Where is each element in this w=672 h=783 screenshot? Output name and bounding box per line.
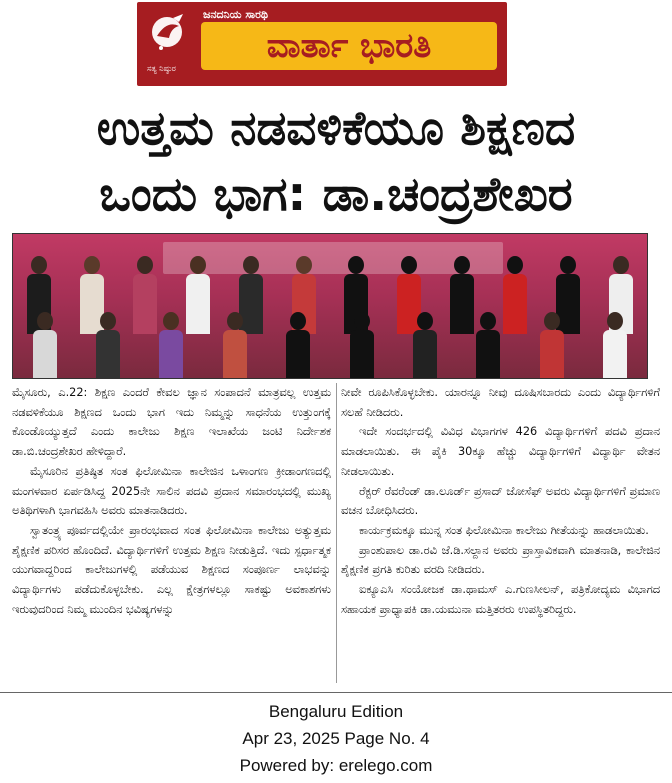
photo-front-row (13, 312, 647, 379)
article-paragraph: ಮೈಸೂರಿನ ಪ್ರತಿಷ್ಠಿತ ಸಂತ ಫಿಲೋಮಿನಾ ಕಾಲೇಜಿನ ಒಳಾಂಗಣ ಕ್ರೀಡಾಂಗಣದಲ್ಲಿ ಮಂಗಳವಾರ ಏರ್ಪಡಿಸಿದ್ದ 2025ನೇ ಸಾಲಿನ ಪದವಿ ಪ್ರದಾನ ಸಮಾರಂಭದಲ್ಲಿ ಮುಖ್ಯ ಅತಿಥಿಗಳಾಗಿ ಭಾಗವಹಿಸಿ ಅವರು ಮಾತನಾಡಿದರು. (12, 464, 331, 518)
masthead-title: ವಾರ್ತಾ ಭಾರತಿ (201, 22, 497, 70)
article-paragraph: ಇದೇ ಸಂದರ್ಭದಲ್ಲಿ ವಿವಿಧ ವಿಭಾಗಗಳ 426 ವಿದ್ಯಾರ್ಥಿಗಳಿಗೆ ಪದವಿ ಪ್ರದಾನ ಮಾಡಲಾಯಿತು. ಈ ಪೈಕಿ 30ಕ್ಕೂ ಹೆಚ್ಚು ವಿದ್ಯಾರ್ಥಿಗಳಿಗೆ ವಿದ್ಯಾರ್ಥಿ ವೇತನ ನೀಡಲಾಯಿತು. (341, 425, 660, 478)
article-column-right (341, 383, 660, 683)
article-paragraph: ಸ್ವಾತಂತ್ರ್ಯ ಪೂರ್ವದಲ್ಲಿಯೇ ಪ್ರಾರಂಭವಾದ ಸಂತ ಫಿಲೋಮಿನಾ ಕಾಲೇಜು ಅತ್ಯುತ್ತಮ ಶೈಕ್ಷಣಿಕ ಪರಿಸರ ಹೊಂದಿದೆ. ವಿದ್ಯಾರ್ಥಿಗಳಿಗೆ ಉತ್ತಮ ಶಿಕ್ಷಣ ನೀಡುತ್ತಿದೆ. ಇದು ಸ್ಪರ್ಧಾತ್ಮಕ ಯುಗವಾದ್ದರಿಂದ ಕಾಲೇಜುಗಳಲ್ಲಿ ಪಡೆಯುವ ಶಿಕ್ಷಣದ ಸಂಪೂರ್ಣ ಲಾಭವನ್ನು ವಿದ್ಯಾರ್ಥಿಗಳು ಪಡೆದುಕೊಳ್ಳಬೇಕು. ಎಲ್ಲ ಕ್ಷೇತ್ರಗಳಲ್ಲೂ ಸಾಕಷ್ಟು ಅವಕಾಶಗಳು ಇರುವುದರಿಂದ ನಿಮ್ಮ ಮುಂದಿನ ಭವಿಷ್ಯಗಳನ್ನು (12, 523, 331, 616)
article-body (12, 383, 660, 683)
headline (12, 96, 660, 228)
masthead-motto: ಸತ್ಯ ನಿಷ್ಠುರ (147, 64, 176, 73)
footer (0, 698, 672, 779)
article-paragraph: ನೀವೇ ರೂಪಿಸಿಕೊಳ್ಳಬೇಕು. ಯಾರನ್ನೂ ನೀವು ದೂಷಿಸಬಾರದು ಎಂದು ವಿದ್ಯಾರ್ಥಿಗಳಿಗೆ ಸಲಹೆ ನೀಡಿದರು. (341, 386, 660, 419)
article-paragraph: ಪ್ರಾಂಶುಪಾಲ ಡಾ.ರವಿ ಜೆ.ಡಿ.ಸಲ್ದಾನ ಅವರು ಪ್ರಾಸ್ತಾವಿಕವಾಗಿ ಮಾತನಾಡಿ, ಕಾಲೇಜಿನ ಶೈಕ್ಷಣಿಕ ಪ್ರಗತಿ ಕುರಿತು ವರದಿ ನೀಡಿದರು. (341, 543, 660, 577)
headline-line-2: ಒಂದು ಭಾಗ: ಡಾ.ಚಂದ್ರಶೇಖರ (99, 167, 573, 222)
article-paragraph: ಕಾರ್ಯಕ್ರಮಕ್ಕೂ ಮುನ್ನ ಸಂತ ಫಿಲೋಮಿನಾ ಕಾಲೇಜು ಗೀತೆಯನ್ನು ಹಾಡಲಾಯಿತು. (359, 523, 649, 537)
article-paragraph: ಮೈಸೂರು, ಎ.22: ಶಿಕ್ಷಣ ಎಂದರೆ ಕೇವಲ ಜ್ಞಾನ ಸಂಪಾದನೆ ಮಾತ್ರವಲ್ಲ ಉತ್ತಮ ನಡವಳಿಕೆಯೂ ಶಿಕ್ಷಣದ ಒಂದು ಭಾಗ ಇದು ನಿಮ್ಮನ್ನು ಸಾಧನೆಯ ಉತ್ತುಂಗಕ್ಕೆ ಕೊಂಡೊಯ್ಯುತ್ತದೆ ಎಂದು ಕಾಲೇಜು ಶಿಕ್ಷಣ ಇಲಾಖೆಯ ಜಂಟಿ ನಿರ್ದೇಶಕ ಡಾ.ಬಿ.ಚಂದ್ರಶೇಖರ ಹೇಳಿದ್ದಾರೆ. (12, 386, 331, 459)
masthead (137, 2, 507, 86)
article-paragraph: ರೆಕ್ಟರ್ ರೆವರೆಂಡ್ ಡಾ.ಲೂರ್ಡ್ ಪ್ರಸಾದ್ ಜೋಸೆಫ್ ಅವರು ವಿದ್ಯಾರ್ಥಿಗಳಿಗೆ ಪ್ರಮಾಣ ವಚನ ಬೋಧಿಸಿದರು. (341, 484, 660, 518)
footer-divider (0, 692, 672, 693)
headline-line-1: ಉತ್ತಮ ನಡವಳಿಕೆಯೂ ಶಿಕ್ಷಣದ (96, 101, 576, 156)
article-paragraph: ಐಕ್ಯೂಎಸಿ ಸಂಯೋಜಕ ಡಾ.ಥಾಮಸ್ ಎ.ಗುಣಸೀಲನ್, ಪತ್ರಿಕೋದ್ಯಮ ವಿಭಾಗದ ಸಹಾಯಕ ಪ್ರಾಧ್ಯಾಪಕಿ ಡಾ.ಯಮುನಾ ಮತ್ತಿತರರು ಉಪಸ್ಥಿತರಿದ್ದರು. (341, 583, 660, 616)
masthead-tagline: ಜನದನಿಯ ಸಾರಥಿ (203, 8, 268, 21)
graduation-ceremony-photo (12, 233, 648, 379)
date-page-label: Apr 23, 2025 Page No. 4 (242, 729, 430, 748)
column-divider (336, 383, 337, 683)
powered-by-label: Powered by: erelego.com (239, 756, 433, 775)
article-column-left (12, 383, 331, 683)
bird-emblem-icon (147, 10, 191, 60)
edition-label: Bengaluru Edition (268, 702, 404, 721)
